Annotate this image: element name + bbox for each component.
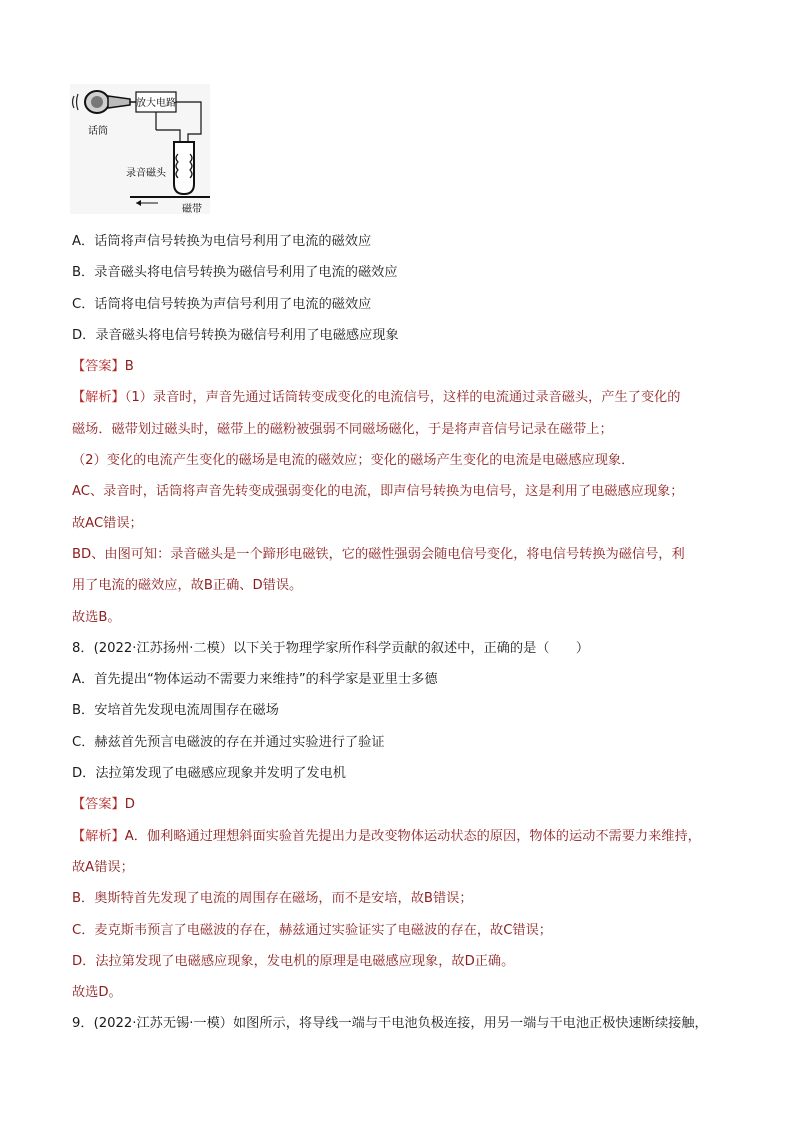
- analysis-line: 磁场．磁带划过磁头时，磁带上的磁粉被强弱不同磁场磁化，于是将声音信号记录在磁带上；: [72, 421, 613, 437]
- analysis-line: [72, 382, 732, 413]
- option-b: B．录音磁头将电信号转换为磁信号利用了电流的磁效应: [72, 265, 398, 281]
- analysis-text: （1）录音时，声音先通过话筒转变成变化的电流信号，这样的电流通过录音磁头，产生了变化的: [124, 390, 681, 406]
- recording-head-label: 录音磁头: [126, 168, 166, 179]
- question-9: [72, 1008, 732, 1039]
- analysis-text: A．伽利略通过理想斜面实验首先提出力是改变物体运动状态的原因，物体的运动不需要力来维持，: [124, 828, 701, 844]
- analysis-line: B．奥斯特首先发现了电流的周围存在磁场，而不是安培，故B错误；: [72, 891, 473, 907]
- answer-line: [72, 789, 732, 820]
- microphone-handle: [108, 96, 130, 108]
- question-8: [72, 633, 732, 1009]
- option-a: A．首先提出“物体运动不需要力来维持”的科学家是亚里士多德: [72, 672, 438, 688]
- analysis-line: [72, 821, 732, 852]
- conclusion-line: 故选B。: [72, 609, 121, 625]
- tape-label: 磁带: [182, 204, 202, 214]
- analysis-line: BD、由图可知：录音磁头是一个蹄形电磁铁，它的磁性强弱会随电信号变化，将电信号转换为磁信号，利: [72, 546, 685, 562]
- answer-tag: 【答案】: [72, 359, 125, 375]
- question-7-solution: [72, 226, 732, 633]
- option-b: B．安培首先发现电流周围存在磁场: [72, 703, 279, 719]
- option-d: D．法拉第发现了电磁感应现象并发明了发电机: [72, 766, 346, 782]
- conclusion-line: 故选D。: [72, 985, 122, 1001]
- analysis-line: （2）变化的电流产生变化的磁场是电流的磁效应；变化的磁场产生变化的电流是电磁感应现象．: [72, 453, 635, 469]
- answer-line: [72, 351, 732, 382]
- document-body: [72, 226, 732, 1040]
- option-c: C．话筒将电信号转换为声信号利用了电流的磁效应: [72, 296, 372, 312]
- answer-tag: 【答案】: [72, 797, 125, 813]
- analysis-line: 用了电流的磁效应，故B正确、D错误。: [72, 578, 303, 594]
- answer-value: D: [124, 797, 135, 813]
- question-stem: 9．(2022·江苏无锡·一模）如图所示，将导线一端与干电池负极连接，用另一端与干电池正极快速断续接触，: [72, 1016, 708, 1032]
- option-a: A．话筒将声信号转换为电信号利用了电流的磁效应: [72, 234, 372, 249]
- analysis-tag: 【解析】: [72, 390, 125, 406]
- analysis-line: 故A错误；: [72, 859, 134, 875]
- question-stem: 8．(2022·江苏扬州·二模）以下关于物理学家所作科学贡献的叙述中，正确的是（ ）: [72, 640, 590, 656]
- analysis-line: 故AC错误；: [72, 515, 143, 531]
- answer-value: B: [124, 359, 134, 375]
- microphone-core: [91, 96, 103, 108]
- option-d: D．录音磁头将电信号转换为磁信号利用了电磁感应现象: [72, 327, 399, 343]
- amplifier-label: 放大电路: [136, 98, 176, 109]
- option-c: C．赫兹首先预言电磁波的存在并通过实验进行了验证: [72, 734, 385, 750]
- microphone-label: 话筒: [88, 126, 108, 137]
- analysis-line: AC、录音时，话筒将声音先转变成强弱变化的电流，即声信号转换为电信号，这是利用了电磁感应现象；: [72, 484, 684, 500]
- analysis-line: C．麦克斯韦预言了电磁波的存在，赫兹通过实验证实了电磁波的存在，故C错误；: [72, 922, 552, 938]
- analysis-line: D．法拉第发现了电磁感应现象，发电机的原理是电磁感应现象，故D正确。: [72, 953, 515, 969]
- tape-recorder-figure: [70, 84, 210, 214]
- analysis-tag: 【解析】: [72, 828, 125, 844]
